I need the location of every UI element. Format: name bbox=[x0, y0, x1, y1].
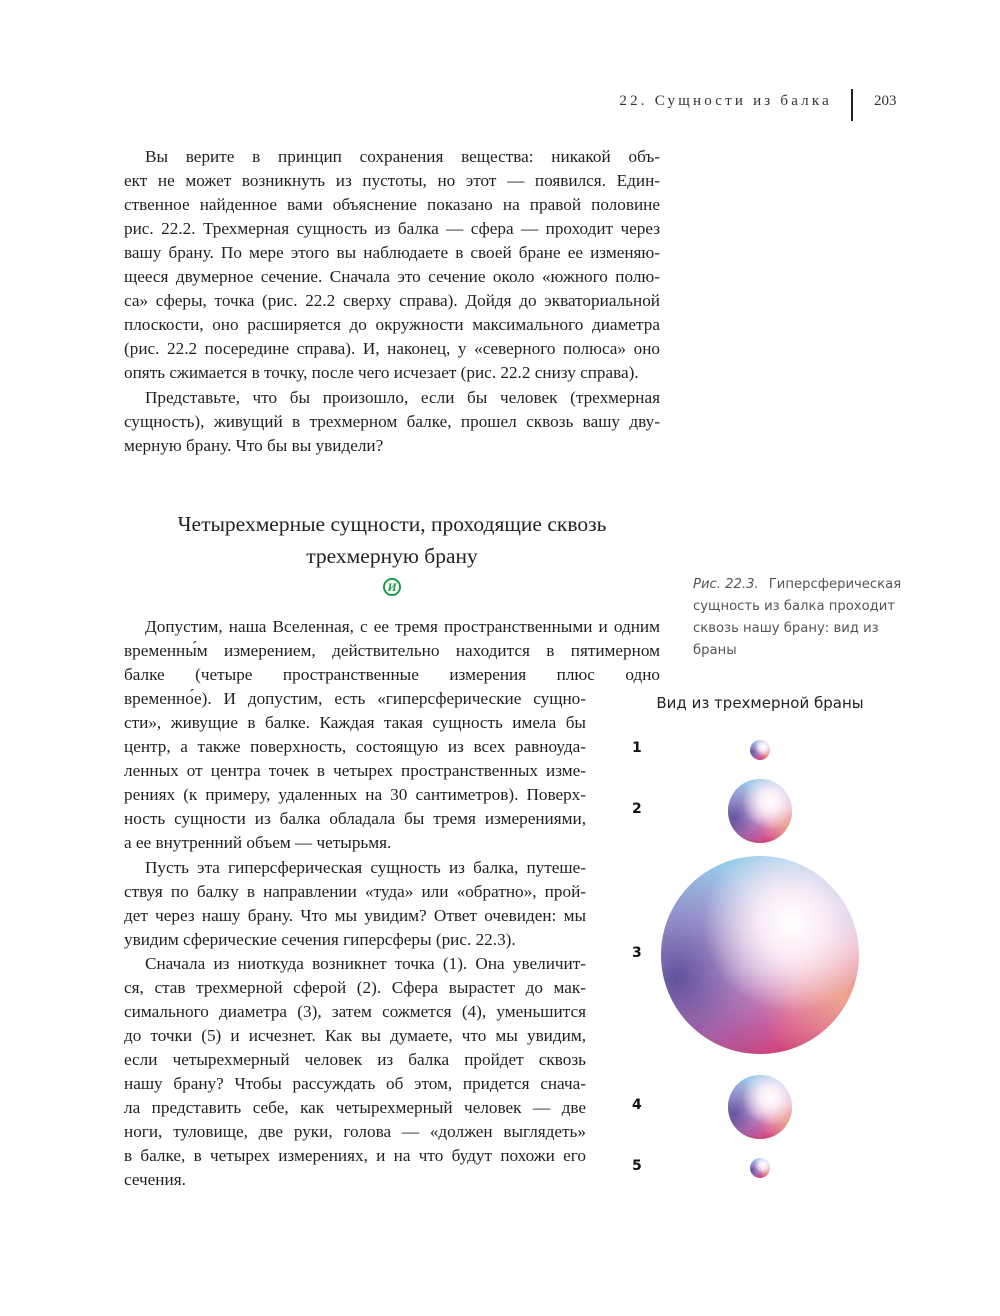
sphere-section-2 bbox=[728, 779, 791, 842]
sphere-section-5 bbox=[750, 1158, 770, 1178]
text-line: ект не может возникнуть из пустоты, но этот — появился. Един- bbox=[124, 171, 660, 191]
paragraph bbox=[124, 386, 660, 458]
text-line: Представьте, что бы произошло, если бы человек (трехмерная bbox=[145, 387, 660, 407]
text-line: щееся двумерное сечение. Сначала это сечение около «южного полю- bbox=[124, 267, 660, 287]
text-line: мерную брану. Что бы вы увидели? bbox=[124, 435, 384, 455]
sphere-label: 1 bbox=[632, 740, 642, 756]
sphere-label: 2 bbox=[632, 801, 642, 817]
section-heading bbox=[124, 508, 660, 572]
text-line: сущность), живущий в трехмерном балке, прошел сквозь вашу дву- bbox=[124, 411, 660, 431]
text-line: до точки (5) и исчезнет. Как вы думаете, что мы увидим, bbox=[124, 1025, 586, 1045]
figure-title: Вид из трехмерной браны bbox=[656, 694, 864, 712]
text-line: временно́е). И допустим, есть «гиперсферические сущно- bbox=[124, 689, 586, 709]
text-line: увидим сферические сечения гиперсферы (рис. 22.3). bbox=[124, 929, 516, 949]
text-line: нашу брану? Чтобы рассуждать об этом, придется снача- bbox=[124, 1073, 586, 1093]
figure-number: Рис. 22.3. bbox=[693, 577, 759, 592]
text-line: (рис. 22.2 посередине справа). И, наконец, у «северного полюса» оно bbox=[124, 339, 660, 359]
text-line: са» сферы, точка (рис. 22.2 сверху справа). Дойдя до экваториальной bbox=[124, 291, 660, 311]
text-line: Пусть эта гиперсферическая сущность из балка, путеше- bbox=[145, 857, 586, 877]
text-line: а ее внутренний объем — четырьмя. bbox=[124, 833, 392, 853]
text-line: временны́м измерением, действительно находится в пятимерном bbox=[124, 641, 660, 661]
text-line: ственное найденное вами объяснение показано на правой половине bbox=[124, 195, 660, 215]
sphere-label: 4 bbox=[632, 1097, 642, 1113]
text-line: симального диаметра (3), затем сожмется (4), уменьшится bbox=[124, 1001, 586, 1021]
text-line: ствуя по балку в направлении «туда» или «обратно», прой- bbox=[124, 881, 586, 901]
section-heading-line: Четырехмерные сущности, проходящие сквозь bbox=[177, 512, 607, 536]
text-line: Вы верите в принцип сохранения вещества: никакой объ- bbox=[145, 147, 660, 166]
paragraph bbox=[124, 615, 660, 855]
text-line: ла представить себе, как четырехмерный человек — две bbox=[124, 1097, 586, 1117]
text-line: сечения. bbox=[124, 1170, 186, 1190]
text-line: опять сжимается в точку, после чего исчезает (рис. 22.2 снизу справа). bbox=[124, 363, 639, 383]
text-line: ность сущности из балка обладала бы тремя измерениями, bbox=[124, 809, 586, 829]
sphere-label: 5 bbox=[632, 1158, 642, 1174]
sphere-section-4 bbox=[728, 1075, 791, 1138]
text-line: Допустим, наша Вселенная, с ее тремя пространственными и одним bbox=[145, 617, 660, 636]
text-line: вашу брану. По мере этого вы наблюдаете в своей бране ее изменяю- bbox=[124, 243, 660, 263]
running-title: 22. Сущности из балка bbox=[619, 93, 832, 109]
figure-caption-text: Гиперсферическая сущность из балка проходит сквозь нашу брану: вид из браны bbox=[693, 577, 902, 658]
text-line: ленных от центра точек в четырех пространственных изме- bbox=[124, 761, 586, 781]
text-line: сти», живущие в балке. Каждая такая сущность имела бы bbox=[124, 713, 586, 733]
text-line: рис. 22.2. Трехмерная сущность из балка — сфера — проходит через bbox=[124, 219, 660, 239]
text-line: рениях (к примеру, удаленных на 30 сантиметров). Поверх- bbox=[124, 785, 586, 805]
sphere-label: 3 bbox=[632, 945, 642, 961]
text-line: в балке, в четырех измерениях, и на что будут похожи его bbox=[124, 1146, 586, 1166]
paragraph bbox=[124, 145, 660, 385]
text-line: ся, став трехмерной сферой (2). Сфера вырастет до мак- bbox=[124, 977, 586, 997]
text-line: ноги, туловище, две руки, голова — «должен выглядеть» bbox=[124, 1122, 586, 1142]
text-line: плоскости, оно расширяется до окружности максимального диаметра bbox=[124, 315, 660, 335]
text-line: дет через нашу брану. Что мы увидим? Ответ очевиден: мы bbox=[124, 905, 586, 925]
text-line: балке (четыре пространственные измерения плюс одно bbox=[124, 665, 660, 685]
section-heading-line: трехмерную брану bbox=[306, 544, 478, 568]
paragraph bbox=[124, 856, 586, 952]
sphere-section-3 bbox=[661, 856, 859, 1054]
interactive-marker-icon: И bbox=[383, 578, 401, 596]
text-line: если четырехмерный человек из балка пройдет сквозь bbox=[124, 1049, 586, 1069]
sphere-section-1 bbox=[750, 740, 770, 760]
text-line: Сначала из ниоткуда возникнет точка (1). Она увеличит- bbox=[145, 953, 586, 973]
page-number: 203 bbox=[874, 93, 897, 109]
text-line: центр, а также поверхность, состоящую из всех равноуда- bbox=[124, 737, 586, 757]
figure-caption bbox=[693, 574, 913, 662]
paragraph bbox=[124, 952, 586, 1192]
header-divider bbox=[851, 89, 853, 121]
